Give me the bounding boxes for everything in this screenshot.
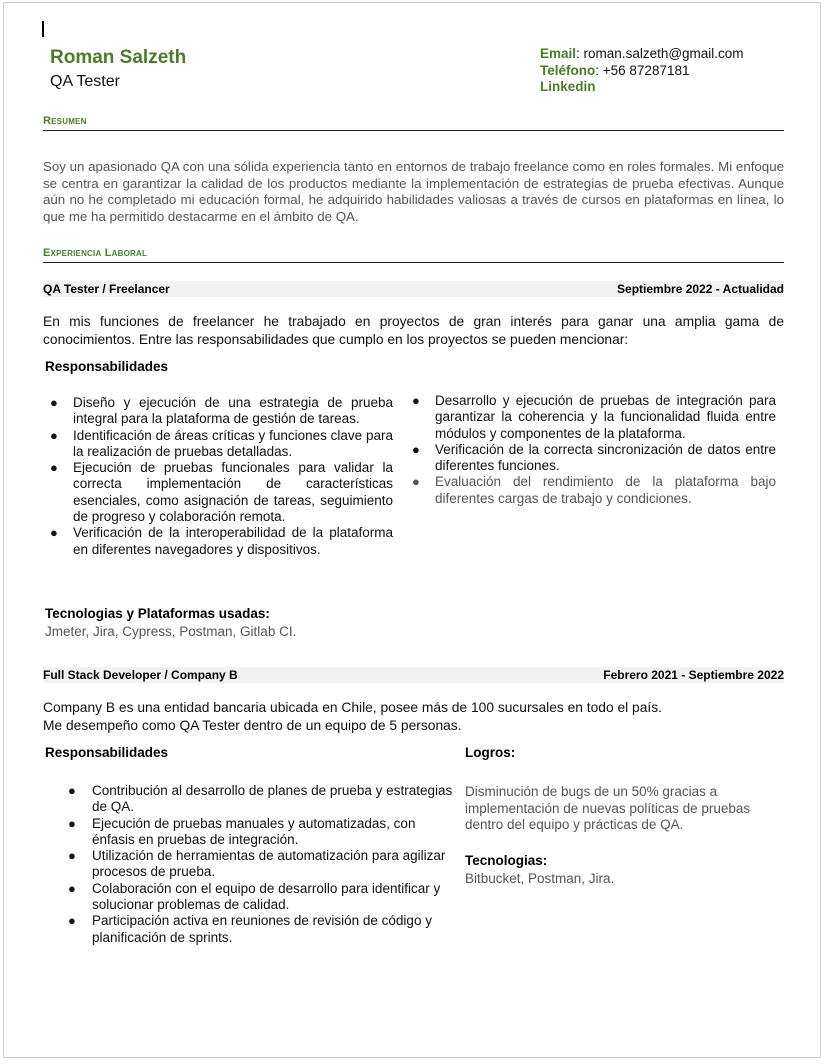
job-dates: Febrero 2021 - Septiembre 2022: [603, 668, 784, 682]
job-title: Full Stack Developer / Company B: [43, 668, 238, 682]
bullet-icon: ●: [412, 441, 420, 457]
responsibilities-heading: Responsabilidades: [45, 745, 169, 760]
list-item-text: Contribución al desarrollo de planes de prueba y estrategias de QA.: [92, 783, 453, 815]
list-item-text: Utilización de herramientas de automatización para agilizar procesos de prueba.: [92, 848, 446, 880]
job-header: [43, 281, 784, 297]
job-dates: Septiembre 2022 - Actualidad: [617, 282, 784, 296]
contact-phone-row: Teléfono: +56 87287181: [540, 62, 690, 78]
contact-email-row: Email: roman.salzeth@gmail.com: [540, 46, 744, 61]
phone-value: +56 87287181: [602, 62, 690, 78]
job-title: QA Tester / Freelancer: [43, 282, 170, 296]
list-item-text: Evaluación del rendimiento de la plataforma bajo diferentes cargas de trabajo y condiciones.: [435, 474, 776, 506]
email-label: Email: [540, 46, 577, 61]
achievements-heading: Logros:: [465, 745, 516, 760]
section-title-experience: Experiencia Laboral: [43, 247, 784, 263]
list-item-text: Participación activa en reuniones de revisión de código y planificación de sprints.: [92, 913, 432, 945]
list-item-text: Verificación de la correcta sincronización de datos entre diferentes funciones.: [435, 441, 776, 474]
achievements-text: Disminución de bugs de un 50% gracias a implementación de nuevas políticas de pruebas dentro del equipo y prácticas de QA.: [465, 784, 751, 832]
list-item: [50, 428, 393, 461]
list-item: [412, 393, 776, 442]
list-item: [68, 783, 454, 816]
bullet-icon: ●: [50, 460, 58, 476]
resume-page: [3, 2, 821, 1058]
contact-block: [540, 46, 744, 96]
list-item-text: Desarrollo y ejecución de pruebas de integración para garantizar la coherencia y la funcionalidad fluida entre módulos y componentes de la plataforma.: [435, 393, 776, 441]
job-description-line: Company B es una entidad bancaria ubicada en Chile, posee más de 100 sucursales en todo el país.: [43, 700, 662, 715]
bullet-icon: ●: [412, 393, 420, 408]
responsibilities-list: [68, 783, 454, 946]
job-description: En mis funciones de freelancer he trabajado en proyectos de gran interés para ganar una amplia gama de conocimientos. Entre las responsabilidades que cumplo en los proyectos se pueden mencionar:: [43, 314, 784, 347]
phone-label: Teléfono: [540, 62, 596, 78]
list-item: [68, 848, 454, 881]
list-item: [50, 525, 393, 558]
list-item-text: Colaboración con el equipo de desarrollo para identificar y solucionar problemas de calidad.: [92, 880, 441, 913]
bullet-icon: ●: [50, 395, 58, 410]
bullet-icon: ●: [68, 880, 76, 896]
technologies-heading: Tecnologias y Plataformas usadas:: [45, 606, 270, 621]
bullet-icon: ●: [412, 474, 420, 490]
bullet-icon: ●: [50, 427, 58, 443]
job-description-line: Me desempeño como QA Tester dentro de un equipo de 5 personas.: [43, 718, 462, 733]
list-item: [50, 395, 393, 428]
contact-linkedin-row: [540, 79, 744, 96]
list-item: [68, 816, 454, 849]
list-item-text: Ejecución de pruebas manuales y automatizadas, con énfasis en pruebas de integración.: [92, 815, 416, 847]
list-item: [412, 442, 776, 475]
summary-text: Soy un apasionado QA con una sólida experiencia tanto en entornos de trabajo freelance como en roles formales. Mi enfoque se centra en garantizar la calidad de los productos mediante la implementación de estrategias de prueba efectivas. Aunque aún no he completado mi educación formal, he adquirido habilidades valiosas a través de cursos en plataformas en línea, lo que me ha permitido destacarme en el ámbito de QA.: [43, 159, 784, 224]
list-item: [50, 460, 393, 525]
section-title-summary: Resumen: [43, 115, 784, 131]
technologies-list: Jmeter, Jira, Cypress, Postman, Gitlab CI.: [45, 624, 297, 639]
list-item-text: Identificación de áreas críticas y funciones clave para la realización de pruebas detalladas.: [73, 427, 393, 459]
responsibilities-list-right: [412, 393, 776, 507]
bullet-icon: ●: [68, 815, 76, 831]
technologies-heading: Tecnologias:: [465, 853, 548, 868]
responsibilities-list-left: [50, 395, 393, 558]
bullet-icon: ●: [68, 848, 76, 864]
list-item-text: Diseño y ejecución de una estrategia de prueba integral para la plataforma de gestión de tareas.: [73, 395, 393, 427]
candidate-role: QA Tester: [50, 73, 120, 90]
linkedin-link[interactable]: Linkedin: [540, 79, 596, 94]
email-value: roman.salzeth@gmail.com: [583, 46, 744, 61]
list-item-text: Ejecución de pruebas funcionales para validar la correcta implementación de características esenciales, como asignación de tareas, seguimiento de progreso y colaboración remota.: [73, 460, 393, 525]
bullet-icon: ●: [68, 783, 76, 798]
bullet-icon: ●: [68, 913, 76, 929]
list-item: [68, 913, 454, 946]
candidate-name: Roman Salzeth: [50, 47, 187, 68]
job-header: [43, 667, 784, 683]
text-cursor: [42, 21, 44, 37]
job-description: [43, 699, 784, 735]
responsibilities-heading: Responsabilidades: [45, 359, 169, 374]
list-item: [412, 474, 776, 507]
technologies-list: Bitbucket, Postman, Jira.: [465, 871, 615, 886]
list-item: [68, 881, 454, 914]
list-item-text: Verificación de la interoperabilidad de la plataforma en diferentes navegadores y dispositivos.: [73, 525, 393, 557]
bullet-icon: ●: [50, 525, 58, 541]
